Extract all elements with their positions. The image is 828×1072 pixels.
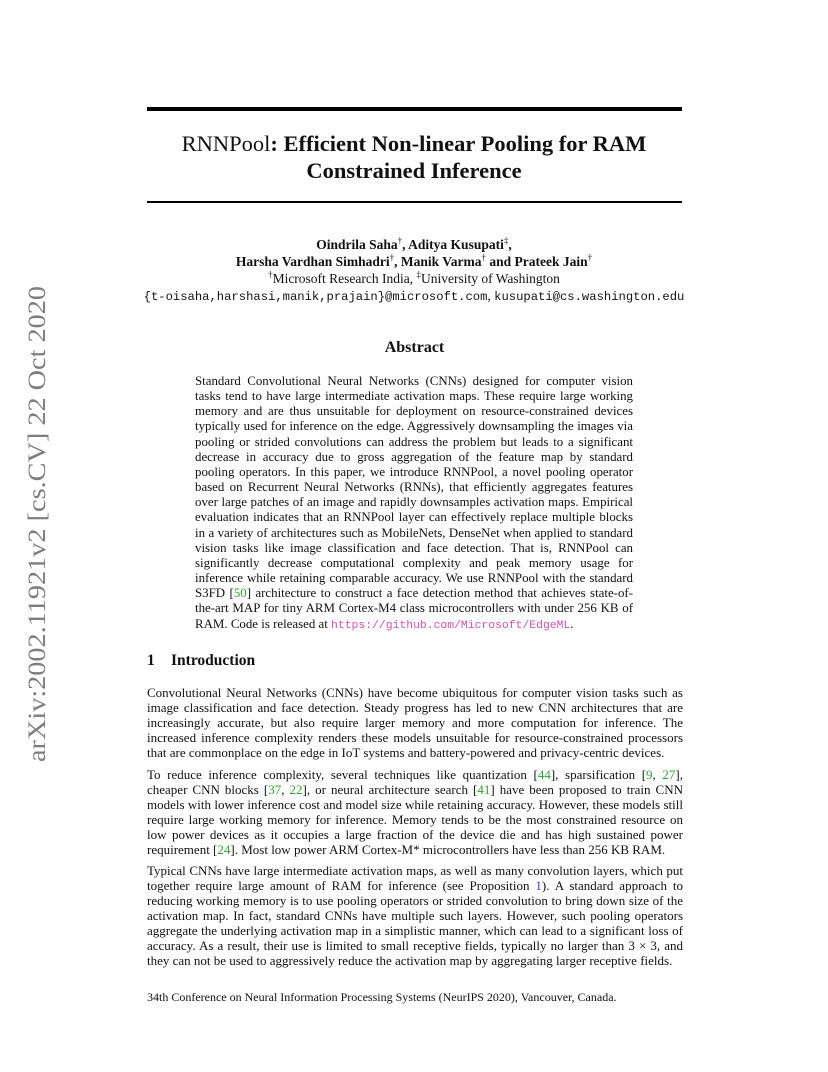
author-line-1	[100, 236, 728, 253]
conference-footnote: 34th Conference on Neural Information Processing Systems (NeurIPS 2020), Vancouver, Canada.	[147, 990, 617, 1004]
paragraph-text: ,	[281, 781, 290, 797]
citation-link[interactable]: 22	[289, 781, 303, 797]
section-title: Introduction	[171, 652, 256, 669]
code-url-link[interactable]: https://github.com/Microsoft/EdgeML	[331, 619, 571, 632]
title-rest: : Efficient Non-linear Pooling for RAM Constrained Inference	[270, 131, 647, 183]
paragraph-text: ,	[652, 767, 663, 782]
title-top-rule	[147, 107, 682, 111]
citation-link[interactable]: 37	[268, 781, 282, 797]
abstract-text: .	[570, 616, 574, 631]
rnnpool-term: RNNPool	[343, 510, 395, 525]
citation-link[interactable]: 50	[233, 586, 247, 601]
author-kusupati: , Aditya Kusupati	[402, 237, 504, 252]
abstract-body	[195, 374, 633, 634]
intro-paragraph-2	[147, 768, 683, 858]
email-separator: ,	[487, 288, 495, 303]
paragraph-text: To reduce inference complexity, several techniques like quantization [	[147, 767, 538, 782]
citation-link[interactable]: 41	[477, 781, 491, 797]
email-line	[100, 287, 728, 306]
arxiv-stamp-svg	[16, 286, 56, 762]
proposition-link[interactable]: 1	[535, 877, 542, 893]
dagger-mark: †	[268, 269, 273, 280]
abstract-text: ] architecture to construct a face detection method that achieves state-of-the-art MAP for tiny ARM Cortex-M4 class microcontrollers with under 256 KB of RAM. Code is released at	[195, 586, 633, 631]
intro-paragraph-1: Convolutional Neural Networks (CNNs) have become ubiquitous for computer vision tasks such as image classification and face detection. Steady progress has led to new CNN architectures that are increasingly accurate, but also require larger memory and more computation for inference. The increased inference complexity renders these models unsuitable for resource-constrained processors that are commonplace on the edge in IoT systems and battery-powered and privacy-centric devices.	[147, 685, 683, 760]
citation-link[interactable]: 9	[646, 767, 653, 782]
affiliation-microsoft: Microsoft Research India,	[272, 271, 417, 286]
dagger-mark: †	[397, 235, 403, 246]
author-simhadri: Harsha Vardhan Simhadri	[235, 254, 390, 269]
abstract-text: , a novel pooling operator based on Recurrent Neural Networks (RNNs), that efficiently aggregates features over large patches of an image and rapidly downsamples activation maps. Empirical evaluation indicates that an	[195, 464, 633, 525]
intro-paragraph-3	[147, 864, 683, 969]
ddagger-mark: ‡	[416, 269, 422, 280]
paragraph-text: ], or neural architecture search [	[302, 781, 478, 797]
author-comma: ,	[508, 237, 512, 252]
author-varma: , Manik Varma	[394, 254, 482, 269]
title-rnnpool: RNNPool	[181, 131, 271, 156]
paragraph-text: ). A standard approach to reducing working memory is to use pooling operators or strided convolution to bring down size of the activation map. In fact, standard CNNs have multiple such layers. However, such pooling operators aggregate the underlying activation map in a simplistic manner, which can lead to a significant loss of accuracy. As a result, their use is limited to small receptive fields, typically no larger than 3 × 3, and they can not be used to aggressively reduce the activation map by aggregating larger receptive fields.	[147, 877, 683, 968]
paragraph-text: ]. Most low power ARM Cortex-M* microcontrollers have less than 256 KB RAM.	[230, 841, 666, 857]
dagger-mark: †	[481, 252, 487, 263]
abstract-text: with the standard S3FD [	[195, 571, 634, 601]
abstract-text: layer can effectively replace multiple blocks in a variety of architectures such as MobileNets, DenseNet when applied to standard vision tasks like image classification and face detection. That is,	[195, 510, 633, 555]
paragraph-text: ], sparsification [	[550, 767, 647, 782]
rnnpool-term: RNNPool	[487, 571, 539, 586]
paragraph-text: Typical CNNs have large intermediate activation maps, as well as many convolution layers, which put together require large amount of RAM for inference (see Proposition	[147, 863, 683, 893]
author-block	[100, 236, 728, 306]
arxiv-side-stamp	[16, 286, 56, 762]
paper-title	[140, 130, 688, 184]
affiliation-uw: University of Washington	[421, 271, 560, 286]
abstract-text: Standard Convolutional Neural Networks (CNNs) designed for computer vision tasks tend to have large intermediate activation maps. These require large working memory and are thus unsuitable for deployment on resource-constrained devices typically used for inference on the edge. Aggressively downsampling the images via pooling or strided convolutions can address the problem but leads to a significant decrease in accuracy due to gross aggregation of the feature map by standard pooling operators. In this paper, we introduce	[195, 374, 633, 479]
affiliation-line	[100, 270, 728, 287]
rnnpool-term: RNNPool	[443, 464, 495, 479]
arxiv-stamp-text: arXiv:2002.11921v2 [cs.CV] 22 Oct 2020	[22, 332, 51, 762]
dagger-mark: †	[587, 252, 593, 263]
abstract-heading: Abstract	[384, 339, 445, 356]
email-uw: kusupati@cs.washington.edu	[494, 290, 685, 304]
author-saha: Oindrila Saha	[316, 237, 398, 252]
title-bottom-rule	[147, 201, 682, 203]
citation-link[interactable]: 24	[217, 841, 231, 857]
email-microsoft: {t-oisaha,harshasi,manik,prajain}@microsoft.com	[143, 290, 488, 304]
citation-link[interactable]: 44	[537, 767, 551, 782]
section-heading-introduction	[147, 652, 255, 670]
author-line-2	[100, 253, 728, 270]
paragraph-text: ], cheaper CNN blocks [	[147, 767, 683, 797]
author-jain: and Prateek Jain	[486, 254, 588, 269]
paragraph-text: ] have been proposed to train CNN models with lower inference cost and model size while retaining accuracy. However, these models still require large working memory for inference. Memory tends to be the most constrained resource on low power devices as it occupies a large fraction of the device die and has high sustained power requirement [	[147, 781, 683, 857]
citation-link[interactable]: 27	[662, 767, 676, 782]
section-number: 1	[147, 652, 155, 669]
dagger-mark: †	[389, 252, 395, 263]
rnnpool-term: RNNPool	[558, 540, 609, 555]
abstract-text: can significantly decrease computational complexity and peak memory usage for inference while retaining comparable accuracy. We use	[195, 540, 633, 586]
ddagger-mark: ‡	[503, 235, 509, 246]
